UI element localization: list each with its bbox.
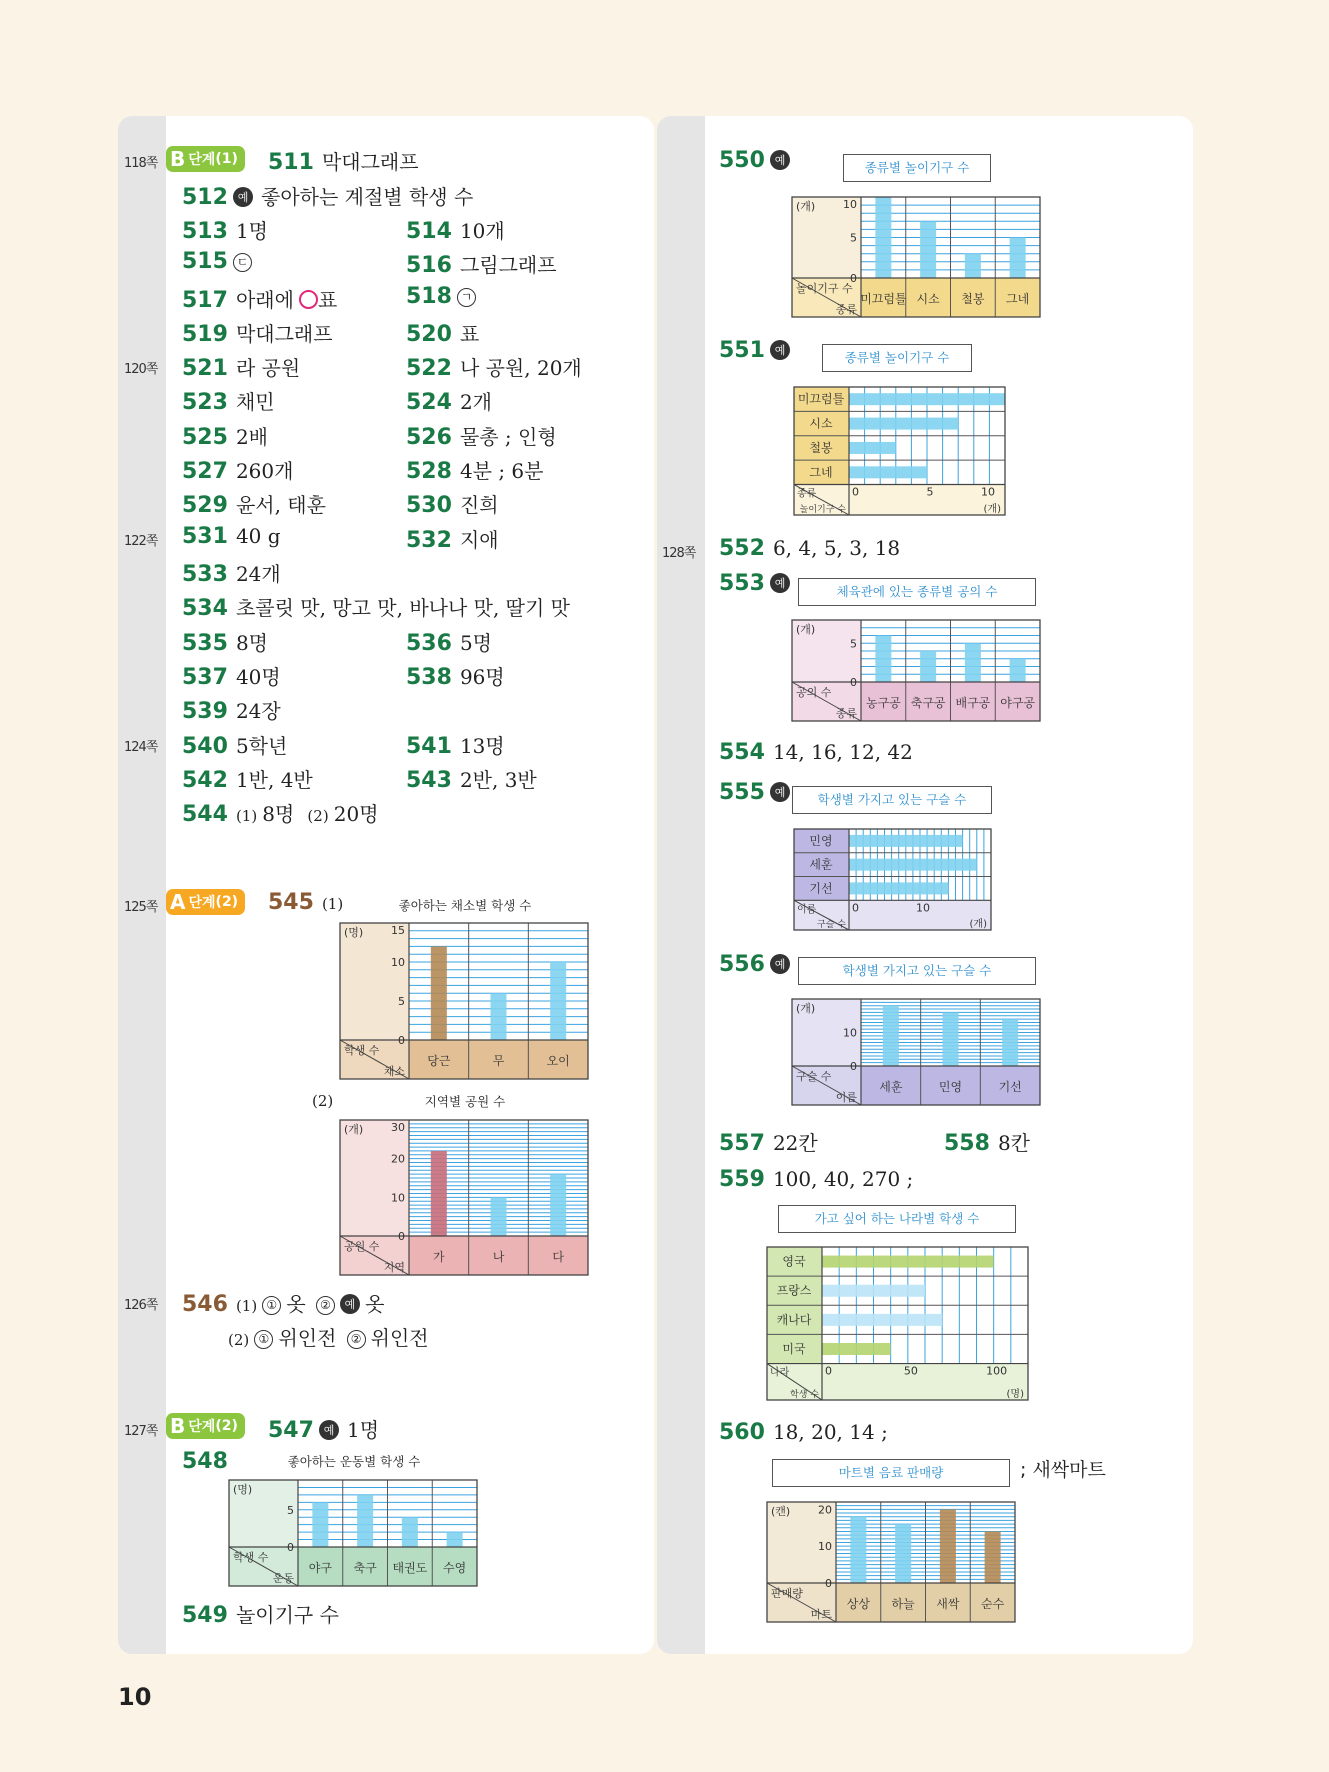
answer-533: 533 24개 — [182, 562, 281, 587]
unit-label: (개) — [796, 623, 816, 636]
chart-title: 종류별 놀이기구 수 — [822, 344, 972, 372]
answer-550: 550 예 — [719, 148, 790, 173]
category-label: 철봉 — [809, 440, 833, 455]
tick-label: 15 — [391, 924, 405, 937]
chart-560 — [766, 1501, 1016, 1623]
answer-519: 519 막대그래프 — [182, 322, 333, 347]
answer-549: 549 놀이기구 수 — [182, 1603, 339, 1628]
answer-532: 532 지애 — [406, 528, 499, 553]
unit-label: (개) — [796, 1002, 816, 1015]
answer-551: 551 예 — [719, 338, 790, 363]
category-label: 축구공 — [910, 696, 946, 710]
bar — [431, 946, 447, 1040]
tick-label: 0 — [398, 1230, 405, 1243]
tick-label: 0 — [825, 1577, 832, 1590]
category-label: 수영 — [443, 1561, 467, 1575]
bar — [940, 1509, 956, 1583]
answer-555: 555 예 — [719, 780, 790, 805]
chart-548 — [228, 1479, 478, 1587]
answer-543: 543 2반, 3반 — [406, 768, 537, 793]
page-ref: 124쪽 — [124, 740, 158, 755]
category-label: 민영 — [938, 1080, 963, 1094]
unit-label: (명) — [344, 926, 364, 939]
unit-label: (명) — [1006, 1389, 1024, 1400]
category-label: 미국 — [782, 1342, 806, 1356]
answer-514: 514 10개 — [406, 219, 505, 244]
corner-label-bottom: 구슬 수 — [817, 920, 846, 930]
category-label: 오이 — [546, 1054, 570, 1068]
chart-title: 지역별 공원 수 — [424, 1094, 506, 1109]
tick-label: 0 — [825, 1364, 832, 1378]
corner-label-top: 판매량 — [771, 1587, 803, 1600]
corner-label-top: 구슬 수 — [796, 1070, 832, 1083]
chart-title: 학생별 가지고 있는 구슬 수 — [792, 786, 992, 814]
bar — [850, 1517, 866, 1583]
answer-527: 527 260개 — [182, 459, 294, 484]
stage-badge: A 단계 (2) — [166, 889, 245, 915]
stage-badge: B 단계 (1) — [166, 146, 245, 172]
corner-label-bottom: 채소 — [383, 1065, 405, 1078]
category-label: 세훈 — [879, 1080, 903, 1094]
bar — [849, 859, 977, 871]
answer-511: 511 막대그래프 — [268, 150, 419, 175]
page-ref: 120쪽 — [124, 362, 158, 377]
tick-label: 5 — [926, 485, 934, 499]
bar — [920, 221, 936, 278]
category-label: 미끄럼틀 — [860, 292, 907, 306]
answer-557: 557 22칸 — [719, 1131, 818, 1156]
unit-label: (개) — [969, 919, 987, 930]
corner-label-top: 학생 수 — [344, 1044, 380, 1057]
chart-550 — [791, 196, 1041, 318]
answer-520: 520 표 — [406, 322, 480, 347]
bar — [550, 1174, 566, 1236]
unit-label: (개) — [796, 200, 816, 213]
category-label: 그네 — [1006, 292, 1030, 306]
answer-535: 535 8명 — [182, 631, 268, 656]
corner-label-bottom: 운동 — [272, 1572, 294, 1585]
corner-label-top: 공원 수 — [344, 1240, 380, 1253]
category-label: 배구공 — [955, 696, 991, 710]
unit-label: (캔) — [771, 1505, 791, 1518]
tick-label: 5 — [398, 995, 405, 1008]
answer-525: 525 2배 — [182, 425, 268, 450]
answer-539: 539 24장 — [182, 699, 281, 724]
page-ref: 118쪽 — [124, 156, 158, 171]
page-ref: 127쪽 — [124, 1424, 158, 1439]
category-label: 상상 — [846, 1597, 870, 1611]
tick-label: 5 — [287, 1503, 294, 1517]
corner-label-top: 학생 수 — [233, 1551, 269, 1564]
tick-label: 0 — [850, 676, 857, 689]
chart-553 — [791, 619, 1041, 722]
sub-label: (2) — [312, 1092, 334, 1110]
chart-title: 체육관에 있는 종류별 공의 수 — [798, 578, 1036, 606]
tick-label: 10 — [391, 956, 405, 969]
category-label: 야구 — [308, 1561, 332, 1575]
bar — [1010, 659, 1026, 682]
bar — [965, 254, 981, 278]
chart-title: 가고 싶어 하는 나라별 학생 수 — [778, 1205, 1016, 1233]
category-label: 세훈 — [809, 857, 833, 872]
bar — [1002, 1019, 1018, 1066]
example-mark: 예 — [770, 150, 790, 170]
example-mark: 예 — [319, 1420, 339, 1440]
tick-label: 0 — [850, 272, 857, 285]
bar — [965, 643, 981, 682]
example-mark: 예 — [340, 1294, 360, 1314]
bar — [895, 1524, 911, 1583]
answer-553: 553 예 — [719, 571, 790, 596]
chart-title: 종류별 놀이기구 수 — [843, 154, 991, 182]
tick-label: 10 — [843, 198, 857, 211]
tick-label: 10 — [818, 1540, 832, 1554]
page-number: 10 — [118, 1683, 152, 1711]
answer-526: 526 물총 ; 인형 — [406, 425, 557, 450]
answer-531: 531 40 g — [182, 524, 281, 549]
chart-545-1 — [339, 922, 589, 1080]
category-label: 미끄럼틀 — [797, 392, 845, 407]
answer-544: 544 (1) 8명 (2) 20명 — [182, 802, 379, 827]
answer-522: 522 나 공원, 20개 — [406, 356, 582, 381]
category-label: 축구 — [353, 1561, 377, 1575]
category-label: 기선 — [998, 1080, 1022, 1094]
bar — [883, 1006, 899, 1066]
corner-label-bottom: 지역 — [383, 1261, 405, 1274]
category-label: 시소 — [809, 416, 833, 431]
answer-528: 528 4분 ; 6분 — [406, 459, 544, 484]
answer-536: 536 5명 — [406, 631, 492, 656]
tick-label: 30 — [391, 1121, 405, 1134]
answer-521: 521 라 공원 — [182, 356, 301, 381]
chart-title: 좋아하는 채소별 학생 수 — [398, 898, 532, 913]
answer-541: 541 13명 — [406, 734, 505, 759]
tick-label: 20 — [818, 1503, 832, 1517]
answer-537: 537 40명 — [182, 665, 281, 690]
category-label: 가 — [433, 1250, 445, 1264]
answer-554: 554 14, 16, 12, 42 — [719, 740, 913, 765]
category-label: 태권도 — [392, 1561, 428, 1575]
category-label: 야구공 — [1000, 696, 1036, 710]
answer-547: 547 예 1명 — [268, 1418, 380, 1443]
tick-label: 10 — [843, 1026, 857, 1040]
tick-label: 20 — [391, 1152, 405, 1166]
bar — [822, 1314, 942, 1326]
answer-516: 516 그림그래프 — [406, 253, 557, 278]
category-label: 철봉 — [961, 292, 985, 306]
page-ref: 122쪽 — [124, 534, 158, 549]
tick-label: 100 — [986, 1364, 1008, 1378]
answer-542: 542 1반, 4반 — [182, 768, 313, 793]
tick-label: 0 — [287, 1541, 294, 1554]
bar — [849, 466, 927, 478]
bar — [822, 1285, 925, 1297]
category-label: 새싹 — [936, 1597, 960, 1611]
answer-517: 517 아래에 표 — [182, 288, 338, 313]
example-mark: 예 — [770, 954, 790, 974]
bar — [849, 835, 963, 847]
bar — [943, 1012, 959, 1066]
answer-552: 552 6, 4, 5, 3, 18 — [719, 536, 901, 561]
tick-label: 5 — [850, 637, 857, 651]
category-label: 순수 — [981, 1597, 1005, 1611]
bar — [849, 442, 896, 454]
answer-518: 518 ㄱ — [406, 284, 476, 309]
chart-title: 마트별 음료 판매량 — [772, 1459, 1010, 1487]
tick-label: 10 — [916, 901, 930, 915]
answer-534: 534 초콜릿 맛, 망고 맛, 바나나 맛, 딸기 맛 — [182, 596, 570, 621]
chart-559 — [766, 1246, 1029, 1401]
category-label: 나 — [492, 1250, 505, 1264]
chart-title: 좋아하는 운동별 학생 수 — [287, 1454, 421, 1469]
chart-545-2 — [339, 1119, 589, 1276]
answer-529: 529 윤서, 태훈 — [182, 493, 326, 518]
answer-558: 558 8칸 — [944, 1131, 1030, 1156]
unit-label: (개) — [983, 504, 1001, 515]
category-label: 영국 — [782, 1254, 806, 1269]
answer-556: 556 예 — [719, 952, 790, 977]
corner-label-top: 공의 수 — [796, 686, 832, 699]
tick-label: 0 — [852, 901, 859, 915]
example-mark: 예 — [770, 340, 790, 360]
corner-label-top: 놀이기구 수 — [796, 282, 853, 295]
answer-524: 524 2개 — [406, 390, 492, 415]
example-mark: 예 — [770, 782, 790, 802]
bar — [875, 197, 891, 278]
answer-538: 538 96명 — [406, 665, 505, 690]
page-ref: 126쪽 — [124, 1298, 158, 1313]
corner-label-top: 종류 — [797, 488, 817, 500]
tick-label: 10 — [981, 485, 995, 499]
answer-513: 513 1명 — [182, 219, 268, 244]
chart-551 — [793, 386, 1006, 516]
bar — [849, 393, 1005, 405]
bar — [550, 962, 566, 1040]
tick-label: 0 — [398, 1034, 405, 1047]
bar — [920, 651, 936, 682]
stage-badge: B 단계 (2) — [166, 1413, 245, 1439]
category-label: 기선 — [809, 881, 833, 896]
category-label: 농구공 — [865, 696, 901, 710]
unit-label: (개) — [344, 1123, 364, 1136]
axis-panel — [340, 923, 409, 1040]
page-ref: 125쪽 — [124, 900, 158, 915]
page-ref: 128쪽 — [662, 546, 696, 561]
tick-label: 5 — [850, 231, 857, 245]
chart-title: 학생별 가지고 있는 구슬 수 — [798, 957, 1036, 985]
bar — [849, 882, 948, 894]
bar — [402, 1517, 418, 1547]
category-label: 시소 — [916, 292, 940, 306]
answer-559: 559 100, 40, 270 ; — [719, 1167, 914, 1192]
answer-540: 540 5학년 — [182, 734, 288, 759]
answer-523: 523 채민 — [182, 390, 275, 415]
bar — [985, 1531, 1001, 1583]
answer-560: 560 18, 20, 14 ; — [719, 1420, 888, 1445]
category-label: 하늘 — [891, 1597, 915, 1611]
category-label: 프랑스 — [776, 1283, 812, 1298]
category-label: 당근 — [427, 1054, 451, 1068]
bar — [822, 1256, 994, 1268]
corner-label-bottom: 이름 — [835, 1091, 857, 1104]
bar — [431, 1151, 447, 1236]
answer-545: 545 (1) — [268, 890, 344, 915]
bar — [1010, 238, 1026, 279]
answer-548: 548 — [182, 1449, 228, 1474]
answer-546-2: (2) ① 위인전 ② 위인전 — [228, 1326, 429, 1350]
example-mark: 예 — [233, 187, 253, 207]
corner-label-top: 이름 — [797, 904, 817, 916]
category-label: 다 — [552, 1250, 564, 1264]
corner-label-bottom: 종류 — [835, 303, 857, 316]
tick-label: 0 — [850, 1060, 857, 1073]
bar — [875, 636, 891, 683]
bar — [491, 993, 507, 1040]
category-label: 무 — [492, 1054, 505, 1068]
answer-546-1: 546 (1) ① 옷 ② 예 옷 — [182, 1292, 385, 1317]
answer-560-extra: ; 새싹마트 — [1020, 1459, 1106, 1481]
bar — [491, 1197, 507, 1236]
chart-556 — [791, 998, 1041, 1106]
bar — [312, 1502, 328, 1547]
circle-mark — [299, 290, 318, 309]
answer-515: 515 ㄷ — [182, 249, 252, 274]
page-margin-strip — [657, 116, 705, 1654]
axis-panel — [340, 1120, 409, 1236]
example-mark: 예 — [770, 573, 790, 593]
corner-label-bottom: 종류 — [835, 707, 857, 720]
category-label: 캐나다 — [776, 1312, 812, 1327]
bar — [849, 418, 958, 430]
answer-512: 512 예 좋아하는 계절별 학생 수 — [182, 185, 474, 210]
chart-555 — [793, 828, 992, 931]
tick-label: 10 — [391, 1191, 405, 1205]
bar — [447, 1532, 463, 1547]
corner-label-bottom: 학생 수 — [790, 1390, 819, 1400]
corner-label-bottom: 놀이기구 수 — [799, 505, 846, 515]
corner-label-top: 나라 — [770, 1367, 790, 1379]
category-label: 그네 — [809, 465, 833, 480]
tick-label: 0 — [852, 485, 859, 499]
bar — [357, 1495, 373, 1547]
bar — [822, 1343, 891, 1355]
tick-label: 50 — [903, 1364, 918, 1378]
answer-530: 530 진희 — [406, 493, 499, 518]
category-label: 민영 — [809, 833, 833, 848]
unit-label: (명) — [233, 1483, 253, 1496]
corner-label-bottom: 마트 — [810, 1608, 832, 1621]
